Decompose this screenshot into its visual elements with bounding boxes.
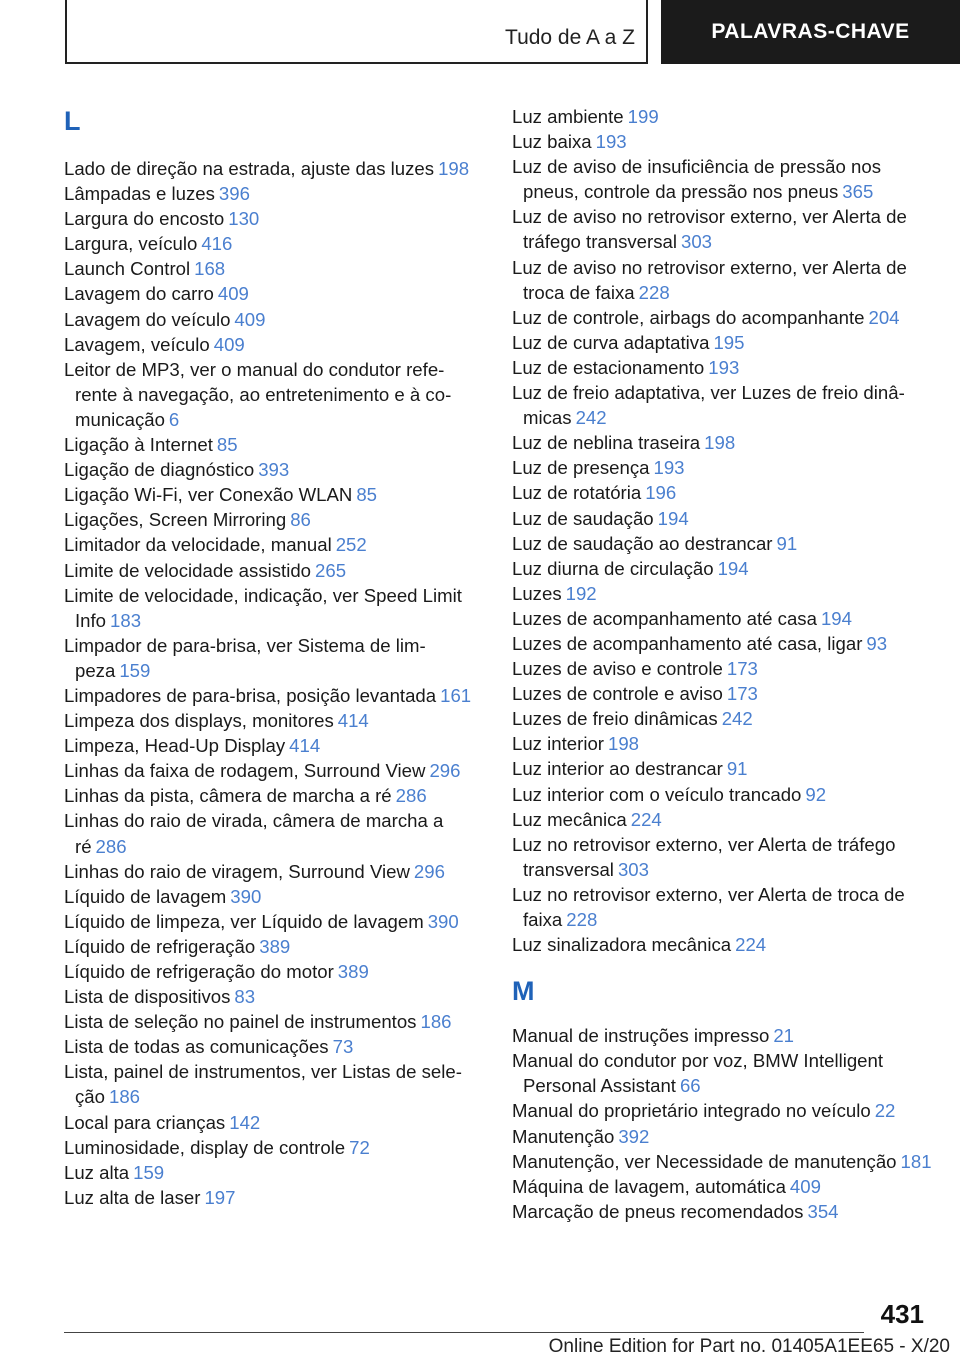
- index-entry: [512, 606, 932, 631]
- index-entry-text: Limpeza dos displays, monitores: [64, 710, 334, 732]
- index-entry-text: Ligações, Screen Mirroring: [64, 509, 287, 531]
- page-reference-link[interactable]: 365: [842, 181, 874, 203]
- index-entry: [512, 706, 932, 731]
- index-entry-text: Manutenção, ver Necessidade de manutenção: [512, 1150, 897, 1172]
- page-reference-link[interactable]: 303: [617, 858, 649, 880]
- page-reference-link[interactable]: 286: [395, 785, 427, 807]
- index-entries-left: [64, 156, 479, 1210]
- index-entry-text: Lado de direção na estrada, ajuste das luzes: [64, 158, 435, 179]
- page-reference-link[interactable]: 198: [704, 432, 736, 454]
- page-reference-link[interactable]: 409: [217, 283, 249, 305]
- index-entry: [64, 1110, 479, 1135]
- page-reference-link[interactable]: 186: [108, 1086, 141, 1108]
- page-reference-link[interactable]: 393: [258, 459, 290, 481]
- index-entry-text: Luz baixa: [512, 131, 592, 153]
- index-entry-text: Largura, veículo: [64, 233, 198, 255]
- index-entry: [512, 506, 932, 531]
- page-reference-link[interactable]: 142: [229, 1111, 261, 1133]
- index-entry: [512, 255, 932, 305]
- index-entry: [512, 104, 932, 129]
- index-entry-text: Limpeza, Head-Up Display: [64, 735, 286, 757]
- page-reference-link[interactable]: 389: [337, 961, 369, 982]
- index-entry-text: Luzes de acompanhamento até casa: [512, 607, 817, 629]
- page-reference-link[interactable]: 242: [721, 708, 753, 730]
- page-reference-link[interactable]: 396: [218, 183, 250, 205]
- index-entry-text: Lavagem do veículo: [64, 308, 231, 330]
- index-entry: [64, 984, 479, 1009]
- page-reference-link[interactable]: 194: [717, 557, 749, 579]
- index-entry: [512, 756, 932, 781]
- page-reference-link[interactable]: 168: [194, 258, 226, 280]
- index-entry: [64, 583, 479, 633]
- index-entry: [512, 380, 932, 430]
- page-reference-link[interactable]: 265: [315, 559, 347, 581]
- index-entry-text: Local para crianças: [64, 1111, 226, 1133]
- index-entry: [64, 181, 479, 206]
- footer-divider: [64, 1332, 864, 1333]
- index-entry-text: Luz alta: [64, 1161, 130, 1183]
- index-entry-text: Luz interior com o veículo trancado: [512, 783, 802, 805]
- index-entry: [64, 532, 479, 557]
- page-reference-link[interactable]: 85: [216, 434, 238, 456]
- index-entry-text: Manual do proprietário integrado no veículo: [512, 1100, 871, 1122]
- page-reference-link[interactable]: 252: [335, 534, 367, 556]
- page-reference-link[interactable]: 414: [289, 735, 321, 757]
- index-entry: [64, 558, 479, 583]
- header-section-title: Tudo de A a Z: [505, 26, 635, 49]
- index-entry-text: Líquido de refrigeração: [64, 935, 256, 957]
- page-reference-link[interactable]: 161: [440, 684, 472, 706]
- index-entry: [512, 355, 932, 380]
- index-entry-text: Luz de saudação ao destrancar: [512, 532, 773, 554]
- index-entry-text: Luz de presença: [512, 457, 650, 479]
- index-entry: [64, 332, 479, 357]
- page-reference-link[interactable]: 390: [230, 885, 262, 907]
- page-reference-link[interactable]: 72: [349, 1136, 370, 1158]
- index-entry: [512, 882, 932, 932]
- page-reference-link[interactable]: 389: [259, 935, 291, 957]
- page-reference-link[interactable]: 173: [726, 683, 758, 705]
- index-entry-text: Líquido de refrigeração do motor: [64, 961, 334, 982]
- index-entry: [512, 782, 932, 807]
- page-reference-link[interactable]: 193: [653, 457, 685, 479]
- index-entry: [64, 507, 479, 532]
- index-entry: [64, 959, 479, 984]
- index-entry-text: Marcação de pneus recomendados: [512, 1200, 804, 1222]
- page-reference-link[interactable]: 91: [726, 758, 748, 780]
- page-reference-link[interactable]: 66: [679, 1075, 701, 1097]
- index-entry: [512, 932, 932, 957]
- index-entry-text: Manual de instruções impresso: [512, 1025, 770, 1047]
- index-entry: [64, 884, 479, 909]
- index-entry: [64, 1009, 479, 1034]
- index-entry-text: Lista de dispositivos: [64, 986, 231, 1008]
- page-reference-link[interactable]: 286: [95, 835, 127, 857]
- index-entry-text: Linhas da faixa de rodagem, Surround View: [64, 760, 426, 782]
- index-entry: [512, 1048, 932, 1098]
- index-entry-text: Lista de seleção no painel de instrumentos: [64, 1011, 417, 1033]
- index-entry-text: Líquido de limpeza, ver Líquido de lavagem: [64, 910, 424, 932]
- index-entry: [64, 307, 479, 332]
- page-reference-link[interactable]: 183: [110, 609, 142, 631]
- index-entry: [512, 154, 932, 204]
- index-entries-right-l: [512, 104, 932, 957]
- page-reference-link[interactable]: 296: [413, 860, 445, 882]
- page-reference-link[interactable]: 224: [630, 808, 662, 830]
- index-entry-text: Largura do encosto: [64, 208, 225, 230]
- page-reference-link[interactable]: 390: [427, 910, 459, 932]
- index-entry: [64, 708, 479, 733]
- index-entry-text: Luz ambiente: [512, 106, 624, 127]
- page-reference-link[interactable]: 224: [735, 934, 767, 956]
- index-entry-text: Lista, painel de instrumentos, ver Listas de seleção: [64, 1061, 462, 1108]
- index-entry-text: Lavagem do carro: [64, 283, 214, 305]
- index-entry: [64, 934, 479, 959]
- index-entry: [64, 156, 479, 181]
- index-entry: [64, 783, 479, 808]
- page-reference-link[interactable]: 198: [438, 158, 470, 179]
- index-letter-m: M: [512, 976, 535, 1007]
- index-entry-text: Luz de curva adaptativa: [512, 331, 710, 353]
- page-reference-link[interactable]: 173: [726, 658, 758, 680]
- index-entry: [64, 256, 479, 281]
- index-entry-text: Máquina de lavagem, automática: [512, 1175, 786, 1197]
- index-entry: [512, 631, 932, 656]
- index-entry: [64, 758, 479, 783]
- index-entry: [512, 807, 932, 832]
- index-entry-text: Limpadores de para-brisa, posição levantada: [64, 684, 437, 706]
- index-entry-text: Limite de velocidade, indicação, ver Speed Limit Info: [64, 584, 462, 631]
- index-entry: [512, 656, 932, 681]
- index-entry: [64, 859, 479, 884]
- index-entry: [512, 430, 932, 455]
- page-reference-link[interactable]: 198: [607, 733, 640, 755]
- index-entry-text: Manutenção: [512, 1125, 615, 1147]
- index-entry: [64, 1059, 479, 1109]
- index-entry: [64, 1185, 479, 1210]
- page-reference-link[interactable]: 199: [627, 106, 659, 127]
- index-entry-text: Luz de rotatória: [512, 482, 642, 504]
- page-reference-link[interactable]: 197: [204, 1186, 236, 1208]
- page-reference-link[interactable]: 159: [119, 659, 151, 681]
- index-entry-text: Luz alta de laser: [64, 1186, 201, 1208]
- index-entry-text: Luz no retrovisor externo, ver Alerta de troca de faixa: [512, 883, 905, 930]
- page-reference-link[interactable]: 193: [595, 131, 627, 153]
- index-entry: [64, 633, 479, 683]
- index-entry: [64, 733, 479, 758]
- index-entry: [64, 357, 479, 432]
- page-reference-link[interactable]: 192: [565, 582, 597, 604]
- index-entry: [64, 457, 479, 482]
- index-entry-text: Luz mecânica: [512, 808, 627, 830]
- index-entry: [64, 683, 479, 708]
- page-reference-link[interactable]: 195: [713, 331, 745, 353]
- page-reference-link[interactable]: 85: [356, 484, 377, 506]
- index-entry-text: Lista de todas as comunicações: [64, 1036, 329, 1058]
- index-entry: [512, 531, 932, 556]
- index-entry-text: Luz interior: [512, 733, 604, 755]
- index-entry: [512, 1124, 932, 1149]
- page-reference-link[interactable]: 186: [420, 1011, 452, 1033]
- index-entry-text: Luz sinalizadora mecânica: [512, 934, 732, 956]
- index-entry-text: Ligação à Internet: [64, 434, 213, 456]
- page-reference-link[interactable]: 22: [874, 1100, 896, 1122]
- page-reference-link[interactable]: 194: [657, 507, 689, 529]
- index-entry-text: Limitador da velocidade, manual: [64, 534, 332, 556]
- index-entry: [512, 480, 932, 505]
- index-entry-text: Linhas da pista, câmera de marcha a ré: [64, 785, 392, 807]
- page-reference-link[interactable]: 242: [575, 407, 607, 429]
- index-entry-text: Luzes de freio dinâmicas: [512, 708, 718, 730]
- index-entry-text: Linhas do raio de virada, câmera de marcha a ré: [64, 810, 444, 857]
- page-reference-link[interactable]: 303: [681, 231, 713, 253]
- index-entry-text: Luz de neblina traseira: [512, 432, 701, 454]
- page-number: 431: [880, 1299, 924, 1329]
- index-entry-text: Ligação Wi-Fi, ver Conexão WLAN: [64, 484, 353, 506]
- index-entry-text: Luzes de acompanhamento até casa, ligar: [512, 632, 863, 654]
- index-entry: [512, 1149, 932, 1174]
- index-entry-text: Luz de freio adaptativa, ver Luzes de freio dinâmicas: [512, 382, 905, 429]
- index-entry-text: Luz de estacionamento: [512, 356, 705, 378]
- index-entries-right-m: [512, 1023, 932, 1224]
- index-column-right: [512, 104, 932, 1224]
- index-entry-text: Luminosidade, display de controle: [64, 1136, 346, 1158]
- index-entry-text: Luz de aviso no retrovisor externo, ver Alerta de troca de faixa: [512, 256, 907, 303]
- page-reference-link[interactable]: 6: [168, 408, 180, 430]
- index-entry-text: Luz de aviso no retrovisor externo, ver Alerta de tráfego transversal: [512, 206, 907, 253]
- index-entry: [512, 1098, 932, 1123]
- page-reference-link[interactable]: 83: [234, 986, 256, 1008]
- page-reference-link[interactable]: 21: [773, 1025, 795, 1047]
- index-entry: [64, 1135, 479, 1160]
- index-entry-text: Limpador de para-brisa, ver Sistema de limpeza: [64, 634, 426, 681]
- page-reference-link[interactable]: 409: [234, 308, 266, 330]
- index-entry: [512, 731, 932, 756]
- index-entry-text: Limite de velocidade assistido: [64, 559, 312, 581]
- index-entry: [512, 455, 932, 480]
- index-entry-text: Lâmpadas e luzes: [64, 183, 215, 205]
- page-reference-link[interactable]: 194: [820, 607, 852, 629]
- page-reference-link[interactable]: 228: [638, 281, 670, 303]
- page-reference-link[interactable]: 409: [213, 333, 245, 355]
- index-entry-text: Luz de aviso de insuficiência de pressão nos pneus, controle da pressão nos pneus: [512, 156, 882, 203]
- index-entry: [512, 1023, 932, 1048]
- index-entry: [64, 1034, 479, 1059]
- index-entry-text: Luzes: [512, 582, 562, 604]
- page-reference-link[interactable]: 86: [290, 509, 311, 531]
- index-entry-text: Lavagem, veículo: [64, 333, 210, 355]
- index-entry-text: Manual do condutor por voz, BMW Intelligent Personal Assistant: [512, 1050, 884, 1097]
- header-tab-keywords[interactable]: PALAVRAS-CHAVE: [661, 0, 960, 64]
- index-entry: [64, 206, 479, 231]
- index-entry: [512, 129, 932, 154]
- index-entry-text: Leitor de MP3, ver o manual do condutor referente à navegação, ao entretenimento e à comunicação: [64, 358, 452, 430]
- index-entry: [64, 231, 479, 256]
- page-reference-link[interactable]: 204: [868, 306, 900, 328]
- index-entry: [64, 432, 479, 457]
- page-reference-link[interactable]: 130: [228, 208, 260, 230]
- index-entry-text: Luz de controle, airbags do acompanhante: [512, 306, 865, 328]
- page-reference-link[interactable]: 416: [201, 233, 233, 255]
- page-reference-link[interactable]: 181: [900, 1150, 932, 1172]
- index-column-left: [64, 104, 479, 1210]
- index-entry: [64, 1160, 479, 1185]
- index-entry-text: Luz interior ao destrancar: [512, 758, 723, 780]
- index-entry-text: Linhas do raio de viragem, Surround View: [64, 860, 410, 882]
- page-reference-link[interactable]: 414: [337, 710, 369, 732]
- page-reference-link[interactable]: 354: [807, 1200, 839, 1222]
- page-reference-link[interactable]: 93: [866, 632, 888, 654]
- page-reference-link[interactable]: 296: [429, 760, 461, 782]
- index-entry: [512, 581, 932, 606]
- index-entry: [512, 204, 932, 254]
- index-entry: [512, 681, 932, 706]
- index-entry: [512, 330, 932, 355]
- index-entry: [512, 832, 932, 882]
- index-entry-text: Luzes de controle e aviso: [512, 683, 723, 705]
- index-entry: [512, 1174, 932, 1199]
- page-reference-link[interactable]: 91: [776, 532, 798, 554]
- page-reference-link[interactable]: 159: [133, 1161, 165, 1183]
- footer-edition: Online Edition for Part no. 01405A1EE65 - X/20: [548, 1336, 950, 1357]
- index-entry: [512, 305, 932, 330]
- index-entry-text: Ligação de diagnóstico: [64, 459, 255, 481]
- index-entry-text: Luz diurna de circulação: [512, 557, 714, 579]
- index-entry-text: Líquido de lavagem: [64, 885, 227, 907]
- page-reference-link[interactable]: 409: [789, 1175, 821, 1197]
- page-reference-link[interactable]: 92: [805, 783, 827, 805]
- index-entry: [512, 556, 932, 581]
- index-entry-text: Luz no retrovisor externo, ver Alerta de tráfego transversal: [512, 833, 896, 880]
- index-entry: [64, 808, 479, 858]
- index-letter-l: L: [64, 106, 81, 136]
- index-entry: [64, 909, 479, 934]
- index-entry-text: Launch Control: [64, 258, 191, 280]
- page-reference-link[interactable]: 193: [708, 356, 740, 378]
- index-entry: [64, 281, 479, 306]
- page-reference-link[interactable]: 73: [332, 1036, 354, 1058]
- page-reference-link[interactable]: 392: [618, 1125, 650, 1147]
- index-entry-text: Luzes de aviso e controle: [512, 658, 723, 680]
- index-entry-text: Luz de saudação: [512, 507, 654, 529]
- index-entry: [64, 482, 479, 507]
- page-reference-link[interactable]: 196: [645, 482, 677, 504]
- index-entry: [512, 1199, 932, 1224]
- page-reference-link[interactable]: 228: [566, 909, 598, 930]
